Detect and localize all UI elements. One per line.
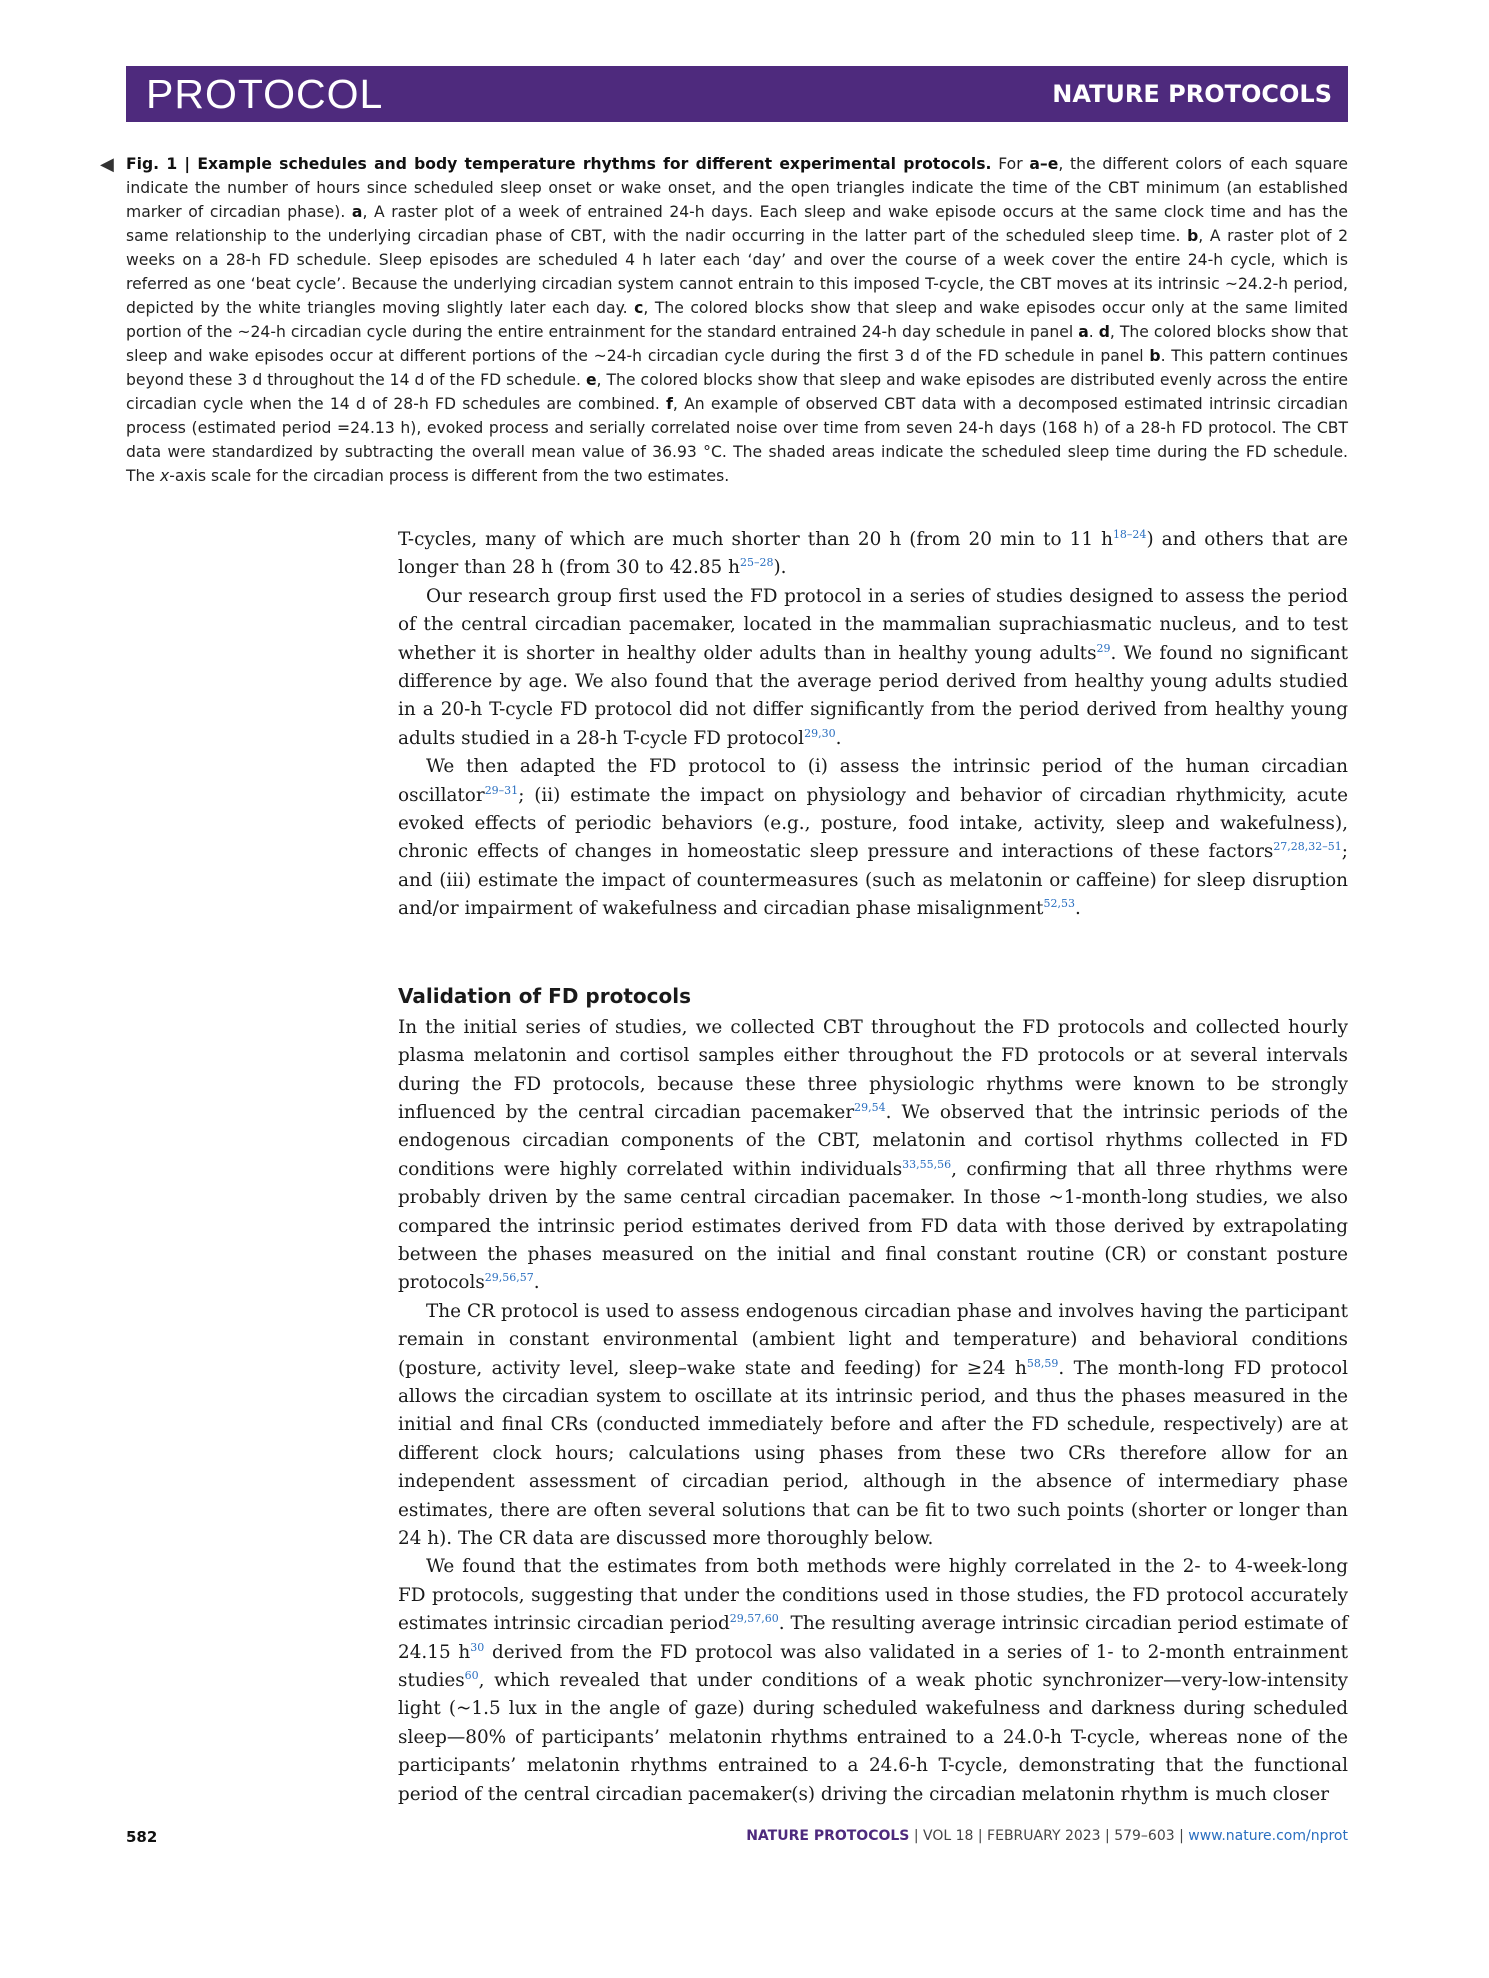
caption-label: Fig. 1 | Example schedules and body temperature rhythms for different experimental protocols. (126, 155, 992, 173)
figure-caption: ◀ Fig. 1 | Example schedules and body temperature rhythms for different experimental protocols. For a–e, the different colors of each square indicate the number of hours since scheduled sleep onset or wake onset, and the open triangles indicate the time of the CBT minimum (an established marker of circadian phase). a, A raster plot of a week of entrained 24-h days. Each sleep and wake episode occurs at the same clock time and has the same relationship to the underlying circadian phase of CBT, with the nadir occurring in the latter part of the scheduled sleep time. b, A raster plot of 2 weeks on a 28-h FD schedule. Sleep episodes are scheduled 4 h later each ‘day’ and over the course of a week cover the entire 24-h cycle, which is referred as one ‘beat cycle’. Because the underlying circadian system cannot entrain to this imposed T-cycle, the CBT moves at its intrinsic ~24.2-h period, depicted by the white triangles moving slightly later each day. c, The colored blocks show that sleep and wake episodes occur only at the same limited portion of the ~24-h circadian cycle during the entire entrainment for the standard entrained 24-h day schedule in panel a. d, The colored blocks show that sleep and wake episodes occur at different portions of the ~24-h circadian cycle during the first 3 d of the FD schedule in panel b. This pattern continues beyond these 3 d throughout the 14 d of the FD schedule. e, The colored blocks show that sleep and wake episodes are distributed evenly across the entire circadian cycle when the 14 d of 28-h FD schedules are combined. f, An example of observed CBT data with a decomposed estimated intrinsic circadian process (estimated period =24.13 h), evoked process and serially correlated noise over time from seven 24-h days (168 h) of a 28-h FD protocol. The CBT data were standardized by subtracting the overall mean value of 36.93 °C. The shaded areas indicate the scheduled sleep time during the FD schedule. The x-axis scale for the circadian process is different from the two estimates. (100, 154, 1348, 485)
paragraph: T-cycles, many of which are much shorter than 20 h (from 20 min to 11 $h^{18-24}$) and others that are longer than 28 h (from 30 to 42.85 $h^{25-28}$). (398, 527, 1348, 579)
citation-link[interactable]: 52,53 (1043, 897, 1075, 911)
citation-link[interactable]: 60 (464, 1668, 479, 1682)
paragraph: In the initial series of studies, we collected CBT throughout the FD protocols and collected hourly plasma melatonin and cortisol samples either throughout the FD protocols or at several intervals during the FD protocols, because these three physiologic rhythms were known to be strongly influenced by the central circadian pacemaker$^{29,54}$. We observed that the intrinsic periods of the endogenous circadian components of the CBT, melatonin and cortisol rhythms collected in FD conditions were highly correlated within individuals$^{33,55,56}$, confirming that all three rhythms were probably driven by the same central circadian pacemaker. In those ~1-month-long studies, we also compared the intrinsic period estimates derived from FD data with those derived by extrapolating between the phases measured on the initial and final constant routine (CR) or constant posture protocols$^{29,56,57}$. (398, 1016, 1348, 1294)
citation-link[interactable]: 27,28,32–51 (1273, 840, 1342, 854)
citation-link[interactable]: 29,57,60 (729, 1612, 779, 1626)
section-label: PROTOCOL (146, 71, 384, 117)
section-heading: Validation of FD protocols (398, 983, 691, 1008)
citation-link[interactable]: 29,54 (854, 1100, 886, 1114)
journal-name: NATURE PROTOCOLS (1052, 80, 1332, 108)
citation-link[interactable]: 25–28 (739, 556, 774, 570)
header-banner (126, 66, 1348, 122)
footer-citation: NATURE PROTOCOLS | VOL 18 | FEBRUARY 2023 | 579–603 | www.nature.com/nprot (746, 1828, 1348, 1844)
citation-link[interactable]: 29,56,57 (484, 1271, 534, 1285)
caret-left-icon: ◀ (100, 154, 114, 175)
paragraph: Our research group first used the FD protocol in a series of studies designed to assess the period of the central circadian pacemaker, located in the mammalian suprachiasmatic nucleus, and to test whether it is shorter in healthy older adults than in healthy young adults$^{29}$. We found no significant difference by age. We also found that the average period derived from healthy young adults studied in a 20-h T-cycle FD protocol did not differ significantly from the period derived from healthy young adults studied in a 28-h T-cycle FD protocol$^{29,30}$. (398, 585, 1348, 749)
body-text (398, 526, 1348, 1809)
citation-link[interactable]: 30 (470, 1640, 485, 1654)
citation-link[interactable]: 29,30 (804, 726, 836, 740)
journal-url-link[interactable]: www.nature.com/nprot (1188, 1828, 1348, 1844)
paragraph: We found that the estimates from both methods were highly correlated in the 2- to 4-week-long FD protocols, suggesting that under the conditions used in those studies, the FD protocol accurately estimates intrinsic circadian period$^{29,57,60}$. The resulting average intrinsic circadian period estimate of 24.15 $h^{30}$ derived from the FD protocol was also validated in a series of 1- to 2-month entrainment studies$^{60}$, which revealed that under conditions of a weak photic synchronizer—very-low-intensity light (~1.5 lux in the angle of gaze) during scheduled wakefulness and darkness during scheduled sleep—80% of participants’ melatonin rhythms entrained to a 24.0-h T-cycle, whereas none of the participants’ melatonin rhythms entrained to a 24.6-h T-cycle, demonstrating that the functional period of the central circadian pacemaker(s) driving the circadian melatonin rhythm is much closer (398, 1556, 1348, 1805)
footer-journal: NATURE PROTOCOLS (746, 1828, 910, 1844)
citation-link[interactable]: 18–24 (1112, 527, 1147, 541)
paragraph: We then adapted the FD protocol to (i) assess the intrinsic period of the human circadian oscillator$^{29-31}$; (ii) estimate the impact on physiology and behavior of circadian rhythmicity, acute evoked effects of periodic behaviors (e.g., posture, food intake, activity, sleep and wakefulness), chronic effects of changes in homeostatic sleep pressure and interactions of these factors$^{27,28,32-51}$; and (iii) estimate the impact of countermeasures (such as melatonin or caffeine) for sleep disruption and/or impairment of wakefulness and circadian phase misalignment$^{52,53}$. (398, 756, 1348, 920)
citation-link[interactable]: 29–31 (484, 783, 519, 797)
paragraph: The CR protocol is used to assess endogenous circadian phase and involves having the participant remain in constant environmental (ambient light and temperature) and behavioral conditions (posture, activity level, sleep–wake state and feeding) for ≥24 $h^{58,59}$. The month-long FD protocol allows the circadian system to oscillate at its intrinsic period, and thus the phases measured in the initial and final CRs (conducted immediately before and after the FD schedule, respectively) are at different clock hours; calculations using phases from these two CRs therefore allow for an independent assessment of circadian period, although in the absence of intermediary phase estimates, there are often several solutions that can be fit to two such points (shorter or longer than 24 h). The CR data are discussed more thoroughly below. (398, 1300, 1348, 1549)
page-number: 582 (126, 1828, 158, 1846)
citation-link[interactable]: 29 (1096, 641, 1111, 655)
citation-link[interactable]: 58,59 (1026, 1356, 1059, 1370)
citation-link[interactable]: 33,55,56 (902, 1157, 952, 1171)
